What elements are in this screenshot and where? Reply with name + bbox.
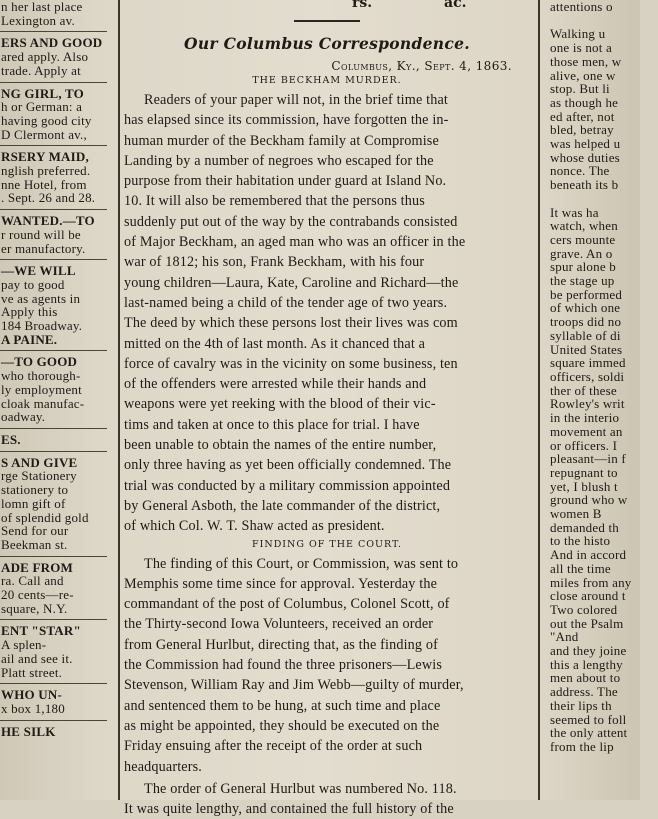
article-line: mitted on the 4th of last month. As it chanced that a — [124, 335, 426, 352]
top-fragment-right: ac. — [444, 0, 467, 11]
right-col-line: their lips th — [550, 697, 612, 713]
left-ad-line: HE SILK — [1, 723, 56, 739]
article-line: purpose from their habitation under guard at Island No. — [124, 173, 447, 190]
left-ad-divider — [0, 428, 107, 429]
article-line: been unable to obtain the names of the entire number, — [124, 437, 437, 454]
left-ad-line: Send for our — [1, 523, 69, 539]
right-col-line: all the time — [550, 560, 611, 576]
left-ad-line: RSERY MAID, — [1, 149, 89, 165]
right-col-line: spur alone b — [550, 259, 616, 275]
article-line: only three having as yet been officially condemned. The — [124, 457, 452, 474]
article-line: and sentenced them to be hung, at such time and place — [124, 697, 441, 714]
article-line: Friday ensuing after the receipt of the order at such — [124, 738, 423, 755]
left-ad-line: er manufactory. — [1, 240, 86, 256]
right-col-line: ther of these — [550, 382, 617, 398]
left-ad-line: having good city — [1, 112, 92, 128]
column-rule-right — [538, 0, 540, 800]
left-ad-divider — [0, 259, 107, 260]
right-col-line: United States — [550, 341, 623, 357]
right-col-line: ed after, not — [550, 108, 615, 124]
right-col-line: ground who w — [550, 492, 628, 508]
left-ad-line: 184 Broadway. — [1, 318, 83, 334]
paragraph-2 — [124, 554, 530, 777]
left-ad-divider — [0, 82, 107, 83]
article-line: of the offenders were arrested while their hands and — [124, 376, 427, 393]
left-ad-line: ared apply. Also — [1, 49, 89, 65]
left-ad-line: ERS AND GOOD — [1, 35, 103, 51]
right-col-line: troops did no — [550, 314, 622, 330]
left-ad-line: . Sept. 26 and 28. — [1, 190, 96, 206]
left-ad-line: cloak manufac- — [1, 395, 85, 411]
right-col-line: syllable of di — [550, 327, 621, 343]
left-ad-divider — [0, 556, 107, 557]
right-col-line: close around t — [550, 588, 626, 604]
right-col-line: or officers. I — [550, 437, 618, 453]
article-line: last-named being a child of the tender age of two years. — [124, 294, 448, 311]
right-col-line: And in accord — [550, 547, 627, 563]
subhead-beckham-murder: THE BECKHAM MURDER. — [252, 75, 402, 86]
right-col-line: attentions o — [550, 0, 613, 14]
left-ad-line: ADE FROM — [1, 559, 74, 575]
article-line: of which Col. W. T. Shaw acted as president. — [124, 518, 385, 535]
left-ad-divider — [0, 145, 107, 146]
right-col-line: one is not a — [550, 40, 612, 56]
right-col-line: to the histo — [550, 533, 611, 549]
article-column — [124, 0, 530, 818]
top-fragment-left: rs. — [352, 0, 373, 11]
left-ad-line: r round will be — [1, 226, 81, 242]
article-line: 10. It will also be remembered that the persons thus — [124, 193, 425, 210]
article-line: Memphis some time since for approval. Yesterday the — [124, 575, 438, 592]
article-line: war of 1812; his son, Frank Beckham, with his four — [124, 254, 425, 271]
article-headline: Our Columbus Correspondence. — [184, 34, 470, 53]
left-ad-line: Platt street. — [1, 664, 63, 680]
left-ad-line: WHO UN- — [1, 687, 62, 703]
right-col-line: Walking u — [550, 26, 606, 42]
paragraph-1 — [124, 90, 530, 537]
left-ad-line: ve as agents in — [1, 290, 81, 306]
right-col-line — [548, 14, 658, 28]
left-ad-line: ra. Call and — [1, 573, 64, 589]
left-ad-line: NG GIRL, TO — [1, 85, 84, 101]
right-col-line: the only attent — [550, 725, 628, 741]
right-col-line: those men, w — [550, 53, 622, 69]
right-col-line: stop. But li — [550, 81, 610, 97]
article-line: as might be appointed, they should be executed on the — [124, 717, 440, 734]
left-ad-divider — [0, 720, 107, 721]
right-col-line: of which one — [550, 300, 621, 316]
article-line: trial was conducted by a military commission appointed — [124, 477, 451, 494]
right-col-line: from the lip — [550, 738, 614, 754]
right-column — [548, 0, 658, 800]
right-col-line: address. The — [550, 684, 618, 700]
right-col-line: seemed to foll — [550, 711, 627, 727]
right-col-line: nonce. The — [550, 163, 610, 179]
article-line: from General Hurlbut, directing that, as the finding of — [124, 636, 438, 653]
left-ad-line: —TO GOOD — [1, 354, 78, 370]
right-col-line: out the Psalm — [550, 615, 624, 631]
article-line: of Major Beckham, an aged man who was an officer in the — [124, 234, 466, 251]
right-col-line: "And — [550, 629, 579, 645]
left-ad-line: stationery to — [1, 482, 69, 498]
left-ad-line: —WE WILL — [1, 263, 76, 279]
right-col-line: yet, I blush t — [550, 478, 618, 494]
article-line: has elapsed since its commission, have forgotten the in- — [124, 112, 449, 129]
right-col-line: alive, one w — [550, 67, 616, 83]
right-col-line: cers mounte — [550, 231, 616, 247]
article-line: headquarters. — [124, 758, 202, 775]
column-rule-left — [118, 0, 120, 800]
article-line: human murder of the Beckham family at Compromise — [124, 132, 439, 149]
right-col-line: bled, betray — [550, 122, 614, 138]
left-ad-line: pay to good — [1, 276, 65, 292]
article-line: It was quite lengthy, and contained the full history of the — [124, 801, 454, 818]
left-ad-line: D Clermont av., — [1, 126, 87, 142]
left-ad-line: Apply this — [1, 304, 58, 320]
right-col-line: watch, when — [550, 218, 618, 234]
left-ad-divider — [0, 350, 107, 351]
right-col-line: square immed — [550, 355, 626, 371]
right-col-line: officers, soldi — [550, 368, 625, 384]
right-col-line: be performed — [550, 286, 623, 302]
right-col-line: in the interio — [550, 410, 620, 426]
article-line: young children—Laura, Kate, Caroline and Richard—the — [124, 274, 459, 291]
right-col-line: and they joine — [550, 643, 627, 659]
article-line: weapons were yet reeking with the blood of their vic- — [124, 396, 436, 413]
right-col-line: pleasant—in f — [550, 451, 626, 467]
right-col-line: Rowley's writ — [550, 396, 625, 412]
left-ad-line: nne Hotel, from — [1, 176, 87, 192]
left-ad-divider — [0, 683, 107, 684]
article-dateline: Columbus, Ky., Sept. 4, 1863. — [331, 59, 512, 73]
left-ad-line: n her last place — [1, 0, 83, 14]
left-ad-line: ES. — [1, 431, 21, 447]
right-col-line: the stage up — [550, 273, 615, 289]
right-col-line: miles from any — [550, 574, 632, 590]
headline-rule — [294, 20, 360, 22]
article-line: commandant of the post of Columbus, Colonel Scott, of — [124, 596, 450, 613]
right-col-line: was helped u — [550, 136, 621, 152]
left-ad-divider — [0, 209, 107, 210]
left-ad-divider — [0, 31, 107, 32]
right-col-line: men about to — [550, 670, 621, 686]
right-col-line — [548, 192, 658, 206]
right-col-line: Two colored — [550, 601, 618, 617]
left-ad-line: WANTED.—TO — [1, 213, 95, 229]
article-line: force of cavalry was in the vicinity on some business, ten — [124, 355, 458, 372]
article-line: the Thirty-second Iowa Volunteers, received an order — [124, 616, 434, 633]
left-ad-line: nglish preferred. — [1, 163, 91, 179]
left-ad-line: square, N.Y. — [1, 600, 68, 616]
right-col-line: whose duties — [550, 149, 620, 165]
left-ad-line: trade. Apply at — [1, 62, 81, 78]
left-ad-line: x box 1,180 — [1, 700, 65, 716]
left-ad-line: oadway. — [1, 409, 46, 425]
right-col-line: demanded th — [550, 519, 619, 535]
article-line: The finding of this Court, or Commission, was sent to — [144, 555, 459, 572]
article-line: tims and taken at once to this place for trial. I have — [124, 416, 420, 433]
left-ad-line: S AND GIVE — [1, 454, 78, 470]
left-ad-line: 20 cents—re- — [1, 587, 74, 603]
right-col-line: repugnant to — [550, 464, 618, 480]
left-ad-line: A PAINE. — [1, 331, 58, 347]
left-ad-line: who thorough- — [1, 368, 81, 384]
article-line: by General Asboth, the late commander of the district, — [124, 497, 441, 514]
left-ad-line: h or German: a — [1, 99, 83, 115]
left-ad-line: A splen- — [1, 637, 47, 653]
right-col-line: beneath its b — [550, 177, 619, 193]
left-ad-line: lomn gift of — [1, 495, 66, 511]
article-line: suddenly put out of the way by the contrabands consisted — [124, 213, 458, 230]
article-line: Readers of your paper will not, in the brief time that — [144, 92, 448, 108]
right-col-line: as though he — [550, 94, 619, 110]
right-col-line: this a lengthy — [550, 656, 623, 672]
article-line: The order of General Hurlbut was numbered No. 118. — [144, 780, 457, 797]
left-ad-line: Beekman st. — [1, 536, 68, 552]
article-line: the Commission had found the three prisoners—Lewis — [124, 657, 442, 674]
left-ad-divider — [0, 451, 107, 452]
left-ad-line: rge Stationery — [1, 468, 77, 484]
article-line: Landing by a number of negroes who escaped for the — [124, 152, 434, 169]
left-ad-line: ly employment — [1, 381, 82, 397]
left-ad-divider — [0, 619, 107, 620]
right-col-line: grave. An o — [550, 245, 613, 261]
left-ad-line: ENT "STAR" — [1, 623, 81, 639]
right-col-line: movement an — [550, 423, 623, 439]
right-col-line: It was ha — [550, 204, 599, 220]
right-col-line: women B — [550, 506, 602, 522]
left-ad-line: ail and see it. — [1, 650, 73, 666]
article-line: The deed by which these persons lost their lives was com — [124, 315, 458, 332]
top-fragment — [124, 0, 530, 18]
left-ad-line: Lexington av. — [1, 12, 75, 28]
article-line: Stevenson, William Ray and Jim Webb—guilty of murder, — [124, 677, 464, 694]
left-ad-line: of splendid gold — [1, 509, 89, 525]
left-ads-column — [0, 0, 113, 800]
subhead-finding-of-court: FINDING OF THE COURT. — [252, 538, 402, 550]
paragraph-3 — [124, 779, 530, 819]
